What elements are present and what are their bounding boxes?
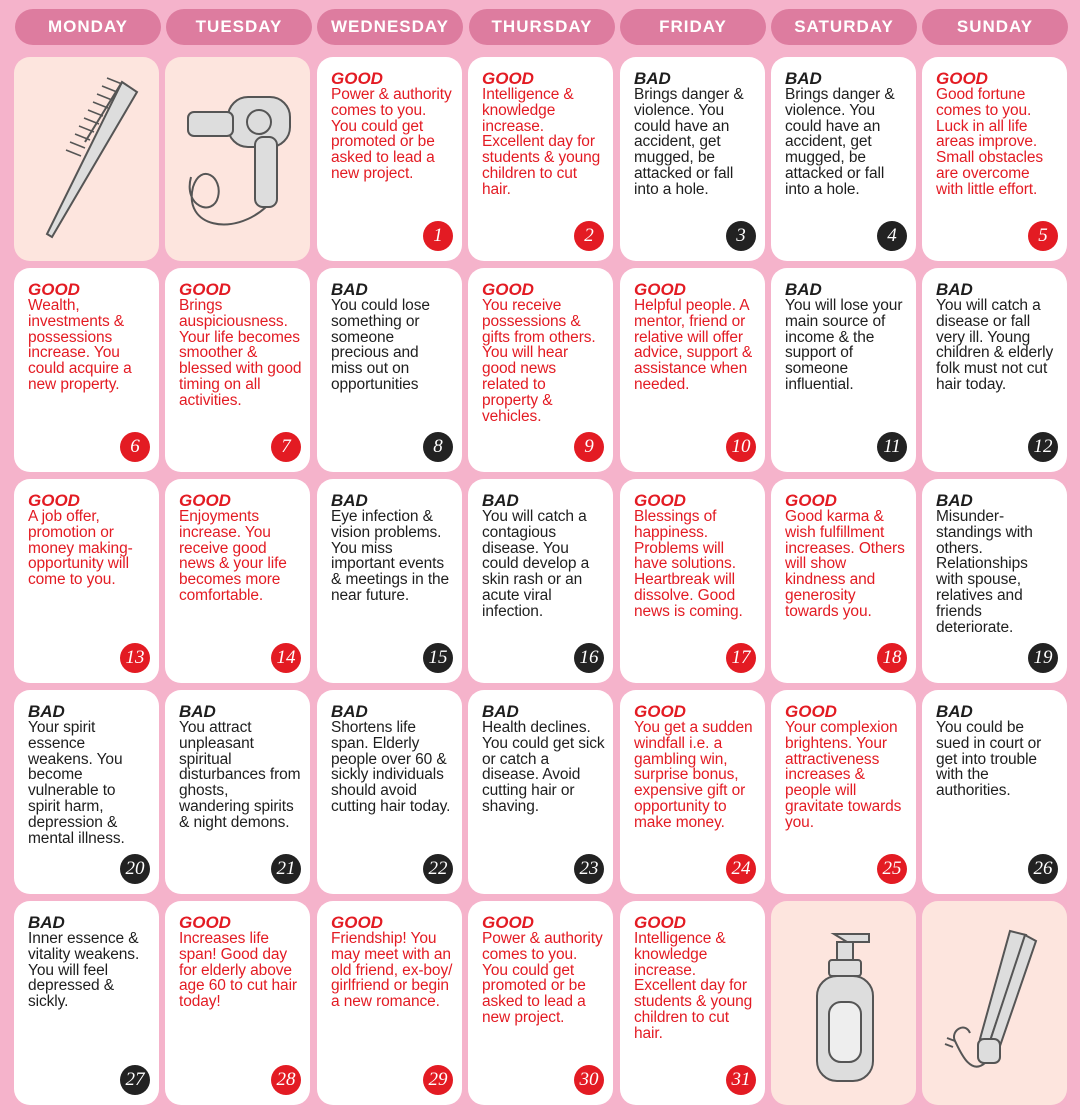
day-number-badge: 18 [877,643,907,673]
day-status: GOOD [936,69,988,88]
day-description: Friendship! You may meet with an old friend, ex-boy/ girlfriend or begin a new romance. [331,930,453,1011]
day-status: GOOD [482,69,534,88]
day-description: You will lose your main source of income & the support of someone influential. [785,297,903,393]
day-card-16 [468,479,613,683]
day-description: You get a sudden windfall i.e. a gambling win, surprise bonus, expensive gift or opportunity to make money. [634,719,753,831]
header-friday: FRIDAY [620,9,766,45]
day-number-badge: 8 [423,432,453,462]
day-description: You receive possessions & gifts from others. You will hear good news related to property & vehicles. [482,297,596,425]
day-status: BAD [482,702,519,721]
day-card-22 [317,690,462,894]
day-number-badge: 14 [271,643,301,673]
header-sunday: SUNDAY [922,9,1068,45]
header-monday: MONDAY [15,9,161,45]
day-number-badge: 11 [877,432,907,462]
day-status: GOOD [179,280,231,299]
day-status: GOOD [331,69,383,88]
day-card-28 [165,901,310,1105]
day-description: You will catch a contagious disease. You could develop a skin rash or an acute viral infection. [482,508,590,620]
image-card [14,57,159,261]
header-thursday: THURSDAY [469,9,615,45]
day-description: Increases life span! Good day for elderly above age 60 to cut hair today! [179,930,297,1011]
day-card-5 [922,57,1067,261]
day-status: GOOD [785,491,837,510]
day-status: BAD [331,702,368,721]
day-card-18 [771,479,916,683]
day-status: GOOD [634,913,686,932]
day-description: Good fortune comes to you. Luck in all life areas improve. Small obstacles are overcome with little effort. [936,86,1044,198]
day-card-23 [468,690,613,894]
day-description: You attract unpleasant spiritual disturbances from ghosts, wandering spirits & night demons. [179,719,301,831]
day-card-13 [14,479,159,683]
day-status: GOOD [28,280,80,299]
day-status: GOOD [28,491,80,510]
day-card-26 [922,690,1067,894]
day-description: Your complexion brightens. Your attractiveness increases & people will gravitate towards you. [785,719,902,831]
day-description: Wealth, investments & possessions increase. You could acquire a new property. [28,297,132,393]
day-number-badge: 25 [877,854,907,884]
day-description: Brings danger & violence. You could have an accident, get mugged, be attacked or fall into a hole. [634,86,744,198]
day-card-19 [922,479,1067,683]
day-card-31 [620,901,765,1105]
day-number-badge: 31 [726,1065,756,1095]
day-number-badge: 10 [726,432,756,462]
day-status: BAD [28,702,65,721]
day-description: Eye infection & vision problems. You miss important events & meetings in the near future. [331,508,450,604]
hair-dryer-icon [173,77,303,242]
day-description: Misunder-standings with others. Relationships with spouse, relatives and friends deteriorate. [936,508,1033,636]
day-number-badge: 26 [1028,854,1058,884]
day-status: BAD [331,280,368,299]
day-card-1 [317,57,462,261]
day-description: Power & authority comes to you. You could get promoted or be asked to lead a new project. [331,86,452,182]
day-status: GOOD [785,702,837,721]
image-card [165,57,310,261]
day-description: Inner essence & vitality weakens. You will feel depressed & sickly. [28,930,140,1011]
hair-straightener-icon [940,921,1050,1086]
day-status: GOOD [634,702,686,721]
day-description: Brings danger & violence. You could have an accident, get mugged, be attacked or fall into a hole. [785,86,895,198]
day-status: BAD [331,491,368,510]
image-card [771,901,916,1105]
day-number-badge: 5 [1028,221,1058,251]
day-description: Shortens life span. Elderly people over 60 & sickly individuals should avoid cutting hair today. [331,719,451,815]
day-number-badge: 12 [1028,432,1058,462]
day-number-badge: 13 [120,643,150,673]
day-description: Intelligence & knowledge increase. Excellent day for students & young children to cut hair. [482,86,601,198]
day-description: Brings auspiciousness. Your life becomes smoother & blessed with good timing on all activities. [179,297,302,409]
day-description: Your spirit essence weakens. You become vulnerable to spirit harm, depression & mental illness. [28,719,125,847]
day-number-badge: 4 [877,221,907,251]
day-number-badge: 3 [726,221,756,251]
day-card-20 [14,690,159,894]
day-status: BAD [785,69,822,88]
day-description: Health declines. You could get sick or catch a disease. Avoid cutting hair or shaving. [482,719,605,815]
day-card-24 [620,690,765,894]
day-status: BAD [634,69,671,88]
day-status: GOOD [634,280,686,299]
day-card-21 [165,690,310,894]
day-number-badge: 17 [726,643,756,673]
day-number-badge: 6 [120,432,150,462]
header-wednesday: WEDNESDAY [317,9,463,45]
day-status: BAD [936,702,973,721]
day-card-3 [620,57,765,261]
day-status: GOOD [634,491,686,510]
day-status: BAD [482,491,519,510]
day-number-badge: 23 [574,854,604,884]
day-description: Enjoyments increase. You receive good news & your life becomes more comfortable. [179,508,287,604]
day-card-15 [317,479,462,683]
day-card-14 [165,479,310,683]
day-number-badge: 27 [120,1065,150,1095]
day-description: Intelligence & knowledge increase. Excellent day for students & young children to cut hair. [634,930,753,1042]
day-number-badge: 21 [271,854,301,884]
day-description: You could be sued in court or get into trouble with the authorities. [936,719,1042,800]
day-card-4 [771,57,916,261]
day-card-25 [771,690,916,894]
day-description: Power & authority comes to you. You could get promoted or be asked to lead a new project. [482,930,603,1026]
day-number-badge: 22 [423,854,453,884]
day-description: You could lose something or someone precious and miss out on opportunities [331,297,430,393]
image-card [922,901,1067,1105]
day-number-badge: 9 [574,432,604,462]
day-description: Blessings of happiness. Problems will have solutions. Heartbreak will dissolve. Good news is coming. [634,508,743,620]
day-status: BAD [179,702,216,721]
day-card-17 [620,479,765,683]
day-status: BAD [785,280,822,299]
day-description: Good karma & wish fulfillment increases. Others will show kindness and generosity towards you. [785,508,905,620]
day-card-11 [771,268,916,472]
day-status: GOOD [179,491,231,510]
day-number-badge: 7 [271,432,301,462]
day-card-8 [317,268,462,472]
header-tuesday: TUESDAY [166,9,312,45]
day-card-27 [14,901,159,1105]
day-number-badge: 20 [120,854,150,884]
day-card-7 [165,268,310,472]
day-number-badge: 24 [726,854,756,884]
day-description: A job offer, promotion or money making-opportunity will come to you. [28,508,133,589]
day-status: BAD [936,280,973,299]
day-card-9 [468,268,613,472]
shampoo-bottle-icon [799,916,889,1091]
day-number-badge: 2 [574,221,604,251]
day-number-badge: 15 [423,643,453,673]
header-saturday: SATURDAY [771,9,917,45]
day-card-29 [317,901,462,1105]
day-card-30 [468,901,613,1105]
day-status: GOOD [482,913,534,932]
day-status: GOOD [179,913,231,932]
day-status: GOOD [482,280,534,299]
day-card-2 [468,57,613,261]
day-description: You will catch a disease or fall very ill. Young children & elderly folk must not cut hair today. [936,297,1054,393]
day-card-12 [922,268,1067,472]
day-number-badge: 30 [574,1065,604,1095]
day-number-badge: 16 [574,643,604,673]
day-description: Helpful people. A mentor, friend or relative will offer advice, support & assistance when needed. [634,297,753,393]
day-number-badge: 29 [423,1065,453,1095]
day-number-badge: 19 [1028,643,1058,673]
day-status: BAD [28,913,65,932]
day-card-6 [14,268,159,472]
day-number-badge: 1 [423,221,453,251]
day-number-badge: 28 [271,1065,301,1095]
day-status: GOOD [331,913,383,932]
comb-icon [27,72,147,247]
day-status: BAD [936,491,973,510]
day-card-10 [620,268,765,472]
